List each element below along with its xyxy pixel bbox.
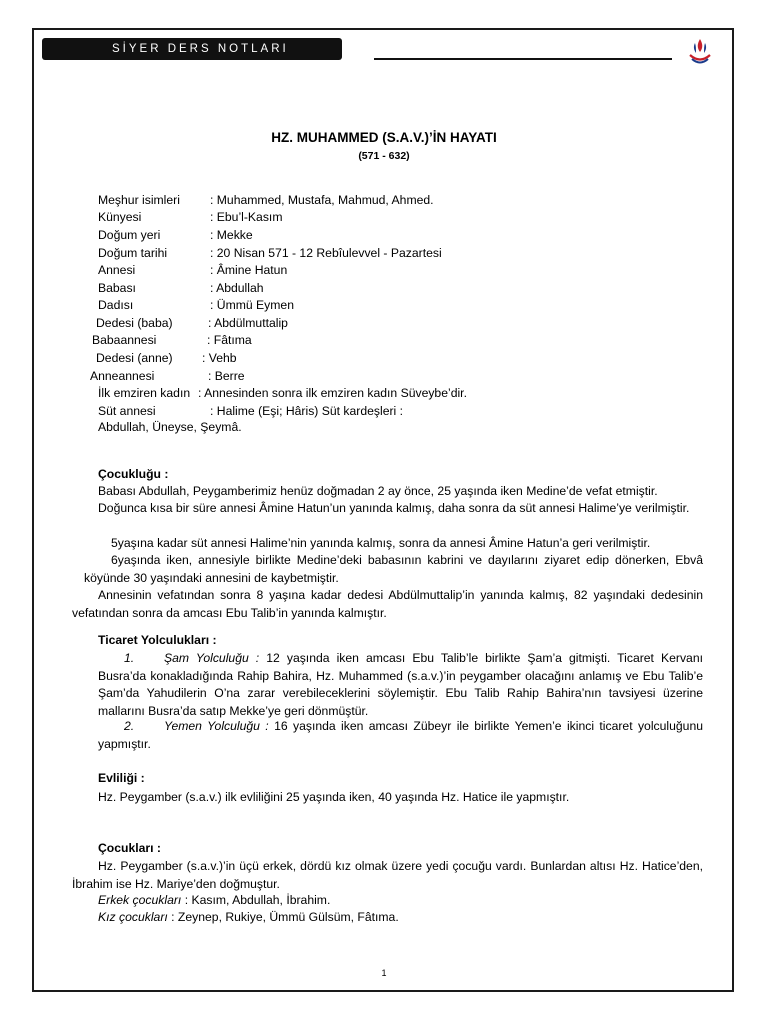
info-value: : 20 Nisan 571 - 12 Rebîulevvel - Pazartesi xyxy=(210,246,442,260)
info-value: : Halime (Eşi; Hâris) Süt kardeşleri : xyxy=(210,404,404,418)
info-value: : Berre xyxy=(208,369,245,383)
trade-item-title: Şam Yolculuğu : xyxy=(164,651,260,665)
info-label: Meşhur isimleri xyxy=(98,193,180,207)
info-value: : Muhammed, Mustafa, Mahmud, Ahmed. xyxy=(210,193,434,207)
info-label: Anneannesi xyxy=(90,369,155,383)
daughters-label: Kız çocukları xyxy=(98,910,168,924)
info-label: Dedesi (anne) xyxy=(96,351,173,365)
info-value: : Fâtıma xyxy=(207,333,252,347)
document-years: (571 - 632) xyxy=(358,150,410,162)
sons-label: Erkek çocukları xyxy=(98,893,182,907)
header-title: SİYER DERS NOTLARI xyxy=(112,43,289,55)
info-value: : Annesinden sonra ilk emziren kadın Süveybe’dir. xyxy=(198,386,467,400)
flame-logo-icon xyxy=(688,38,712,66)
section-heading-childhood: Çocukluğu : xyxy=(98,467,169,481)
trade-item-number: 2. xyxy=(124,719,135,733)
paragraph: 6yaşında iken, annesiyle birlikte Medine’deki babasının kabrini ve dayılarını ziyaret edip dönerken, Ebvâ köyünde 30 yaşındaki annesini de kaybetmiştir. xyxy=(84,553,703,585)
paragraph: Doğunca kısa bir süre annesi Âmine Hatun’un yanında kalmış, daha sonra da süt annesi Halime’ye verilmiştir. xyxy=(98,501,690,515)
info-label: İlk emziren kadın xyxy=(98,386,191,400)
info-label: Süt annesi xyxy=(98,404,156,418)
document-title: HZ. MUHAMMED (S.A.V.)’İN HAYATI xyxy=(271,130,497,145)
info-value: Abdullah, Üneyse, Şeymâ. xyxy=(98,420,242,434)
header-banner xyxy=(42,38,342,60)
info-label: Babaannesi xyxy=(92,333,157,347)
info-value: : Abdullah xyxy=(210,281,264,295)
sons-value: : Kasım, Abdullah, İbrahim. xyxy=(181,893,331,907)
paragraph: Hz. Peygamber (s.a.v.)’in üçü erkek, dördü kız olmak üzere yedi çocuğu vardı. Bunlardan altısı Hz. Hatice’den, İbrahim ise Hz. Mariye’den doğmuştur. xyxy=(72,859,703,891)
sons-line xyxy=(98,892,330,910)
trade-item-number: 1. xyxy=(124,651,135,665)
info-label: Babası xyxy=(98,281,136,295)
trade-item-text: 12 yaşında iken amcası Ebu Talib’le birlikte Şam’a gitmişti. Ticaret Kervanı Busra’da konakladığında Rahip Bahira, Hz. Muhammed (s.a.v.)’in peygamber olacağını anlamış ve Ebu Talib’e Şam’da Yahudilerin O’na zarar verebileceklerini söylemiştir. Ebu Talib Rahip Bahira’nın tavsiyesi üzerine mallarını Busra’da satıp Mekke’ye geri dönmüştür. xyxy=(98,651,703,718)
info-label: Doğum yeri xyxy=(98,228,161,242)
header-rule xyxy=(374,58,672,60)
trade-item-sam xyxy=(98,650,703,720)
info-label: Dedesi (baba) xyxy=(96,316,173,330)
paragraph: Hz. Peygamber (s.a.v.) ilk evliliğini 25 yaşında iken, 40 yaşında Hz. Hatice ile yapmıştır. xyxy=(98,790,570,804)
info-value: : Mekke xyxy=(210,228,253,242)
paragraph: 5yaşına kadar süt annesi Halime’nin yanında kalmış, sonra da annesi Âmine Hatun’a geri verilmiştir. xyxy=(111,536,651,550)
info-label: Künyesi xyxy=(98,210,142,224)
trade-item-yemen xyxy=(98,718,703,753)
info-label: Annesi xyxy=(98,263,136,277)
section-heading-trade: Ticaret Yolculukları : xyxy=(98,633,217,647)
info-value: : Vehb xyxy=(202,351,237,365)
paragraph: Babası Abdullah, Peygamberimiz henüz doğmadan 2 ay önce, 25 yaşında iken Medine’de vefat etmiştir. xyxy=(98,484,658,498)
paragraph: Annesinin vefatından sonra 8 yaşına kadar dedesi Abdülmuttalip’in yanında kalmış, 82 yaşındaki dedesinin vefatından sonra da amcası Ebu Talib’in yanında kalmıştır. xyxy=(72,588,703,620)
info-label: Dadısı xyxy=(98,298,134,312)
info-label: Doğum tarihi xyxy=(98,246,168,260)
trade-item-title: Yemen Yolculuğu : xyxy=(164,719,269,733)
daughters-line xyxy=(98,909,399,927)
section-heading-children: Çocukları : xyxy=(98,841,161,855)
trade-item-text: 16 yaşında iken amcası Zübeyr ile birlikte Yemen’e ikinci ticaret yolculuğunu yapmıştır. xyxy=(98,719,703,751)
page-number: 1 xyxy=(381,968,387,978)
info-value: : Ebu’l-Kasım xyxy=(210,210,283,224)
section-heading-marriage: Evliliği : xyxy=(98,771,145,785)
daughters-value: : Zeynep, Rukiye, Ümmü Gülsüm, Fâtıma. xyxy=(167,910,399,924)
info-value: : Ümmü Eymen xyxy=(210,298,294,312)
info-value: : Âmine Hatun xyxy=(210,263,288,277)
info-value: : Abdülmuttalip xyxy=(208,316,288,330)
